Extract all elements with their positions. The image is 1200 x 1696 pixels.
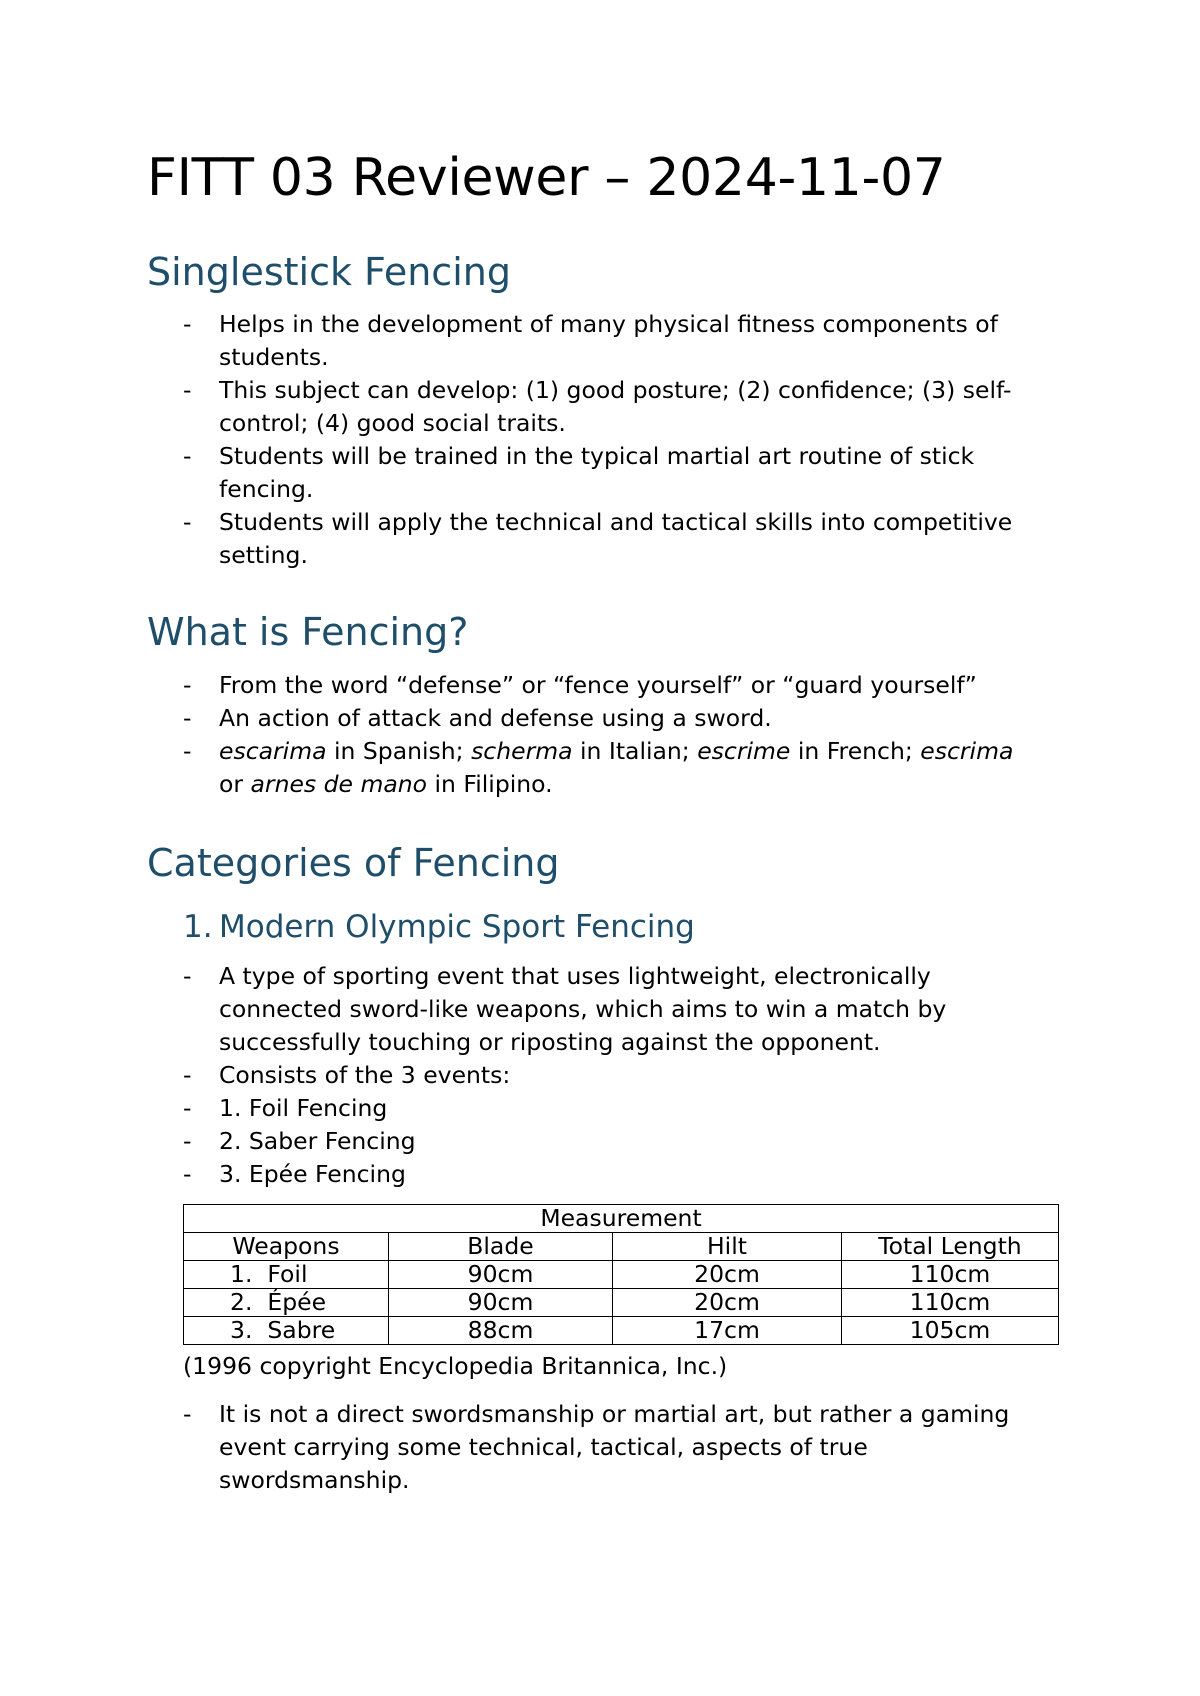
what-is-fencing-list (147, 669, 1047, 801)
dash-bullet: - (183, 508, 192, 536)
list-item-line: A type of sporting event that uses lightweight, electronically (219, 962, 931, 990)
column-header: Blade (389, 1233, 613, 1261)
column-header: Weapons (184, 1233, 389, 1261)
list-item-line: students. (219, 343, 329, 371)
list-item-line: control; (4) good social traits. (219, 409, 566, 437)
list-item-line (219, 735, 1047, 768)
subheading-modern-olympic (183, 909, 695, 945)
section-heading-singlestick: Singlestick Fencing (147, 250, 511, 294)
list-item (147, 1092, 1047, 1125)
dash-bullet: - (183, 962, 192, 990)
dash-bullet: - (183, 310, 192, 338)
list-item-line: connected sword-like weapons, which aims to win a match by (219, 995, 947, 1023)
blade-cell: 90cm (389, 1261, 613, 1289)
list-item (147, 1158, 1047, 1191)
list-item (147, 735, 1047, 801)
olympic-fencing-list (147, 960, 1047, 1191)
list-item (147, 1398, 1047, 1497)
dash-bullet: - (183, 1127, 192, 1155)
list-item-line: An action of attack and defense using a sword. (219, 704, 772, 732)
dash-bullet: - (183, 442, 192, 470)
list-item (147, 308, 1047, 374)
table-caption-header: Measurement (184, 1205, 1059, 1233)
text-fragment: in Italian; (572, 737, 698, 765)
list-item (147, 669, 1047, 702)
term-french: escrime (697, 737, 791, 765)
measurement-table (183, 1204, 1059, 1345)
list-item-line: Helps in the development of many physical fitness components of (219, 310, 998, 338)
dash-bullet: - (183, 1160, 192, 1188)
hilt-cell: 20cm (613, 1261, 842, 1289)
row-number: 2. (230, 1288, 253, 1316)
olympic-fencing-note-list (147, 1398, 1047, 1497)
weapon-name: Épée (267, 1288, 327, 1316)
table-row (184, 1261, 1059, 1289)
list-item-line: 3. Epée Fencing (219, 1160, 406, 1188)
table-header-row (184, 1205, 1059, 1233)
term-spanish: escarima (219, 737, 327, 765)
list-item (147, 702, 1047, 735)
list-item-line: setting. (219, 541, 308, 569)
list-item (147, 374, 1047, 440)
dash-bullet: - (183, 1094, 192, 1122)
list-item-line: Students will apply the technical and tactical skills into competitive (219, 508, 1013, 536)
dash-bullet: - (183, 737, 192, 765)
subheading-text: Modern Olympic Sport Fencing (219, 909, 695, 945)
subheading-number: 1. (183, 909, 213, 945)
weapon-cell (184, 1261, 389, 1289)
list-item (147, 1059, 1047, 1092)
list-item-line: 2. Saber Fencing (219, 1127, 416, 1155)
document-title: FITT 03 Reviewer – 2024-11-07 (147, 148, 946, 208)
text-fragment: in Spanish; (326, 737, 472, 765)
list-item-line: swordsmanship. (219, 1466, 410, 1494)
singlestick-list (147, 308, 1047, 572)
dash-bullet: - (183, 376, 192, 404)
term-filipino-1: escrima (920, 737, 1014, 765)
text-fragment: in French; (790, 737, 921, 765)
weapon-cell (184, 1289, 389, 1317)
section-heading-categories: Categories of Fencing (147, 841, 560, 885)
text-fragment: or (219, 770, 251, 798)
text-fragment: in Filipino. (427, 770, 553, 798)
term-filipino-2: arnes de mano (250, 770, 428, 798)
list-item-line: From the word “defense” or “fence yourself” or “guard yourself” (219, 671, 977, 699)
list-item-line: It is not a direct swordsmanship or martial art, but rather a gaming (219, 1400, 1010, 1428)
list-item-line: 1. Foil Fencing (219, 1094, 388, 1122)
column-header: Hilt (613, 1233, 842, 1261)
dash-bullet: - (183, 1400, 192, 1428)
table-row (184, 1289, 1059, 1317)
list-item (147, 960, 1047, 1059)
list-item-line: fencing. (219, 475, 314, 503)
list-item-line (219, 768, 1047, 801)
list-item-line: Students will be trained in the typical martial art routine of stick (219, 442, 975, 470)
list-item-line: Consists of the 3 events: (219, 1061, 511, 1089)
list-item (147, 506, 1047, 572)
weapon-cell (184, 1317, 389, 1345)
list-item-line: successfully touching or riposting against the opponent. (219, 1028, 881, 1056)
section-heading-what-is-fencing: What is Fencing? (147, 610, 469, 654)
total-length-cell: 110cm (842, 1261, 1059, 1289)
list-item (147, 1125, 1047, 1158)
row-number: 1. (230, 1260, 253, 1288)
blade-cell: 90cm (389, 1289, 613, 1317)
table-source-caption: (1996 copyright Encyclopedia Britannica, Inc.) (183, 1352, 728, 1380)
list-item-line: This subject can develop: (1) good posture; (2) confidence; (3) self- (219, 376, 1012, 404)
row-number: 3. (230, 1316, 253, 1344)
dash-bullet: - (183, 704, 192, 732)
weapon-name: Sabre (267, 1316, 336, 1344)
column-header: Total Length (842, 1233, 1059, 1261)
total-length-cell: 110cm (842, 1289, 1059, 1317)
term-italian: scherma (471, 737, 573, 765)
list-item-line: event carrying some technical, tactical, aspects of true (219, 1433, 868, 1461)
dash-bullet: - (183, 671, 192, 699)
table-row (184, 1317, 1059, 1345)
hilt-cell: 20cm (613, 1289, 842, 1317)
blade-cell: 88cm (389, 1317, 613, 1345)
list-item (147, 440, 1047, 506)
total-length-cell: 105cm (842, 1317, 1059, 1345)
table-header-row (184, 1233, 1059, 1261)
hilt-cell: 17cm (613, 1317, 842, 1345)
weapon-name: Foil (267, 1260, 308, 1288)
dash-bullet: - (183, 1061, 192, 1089)
